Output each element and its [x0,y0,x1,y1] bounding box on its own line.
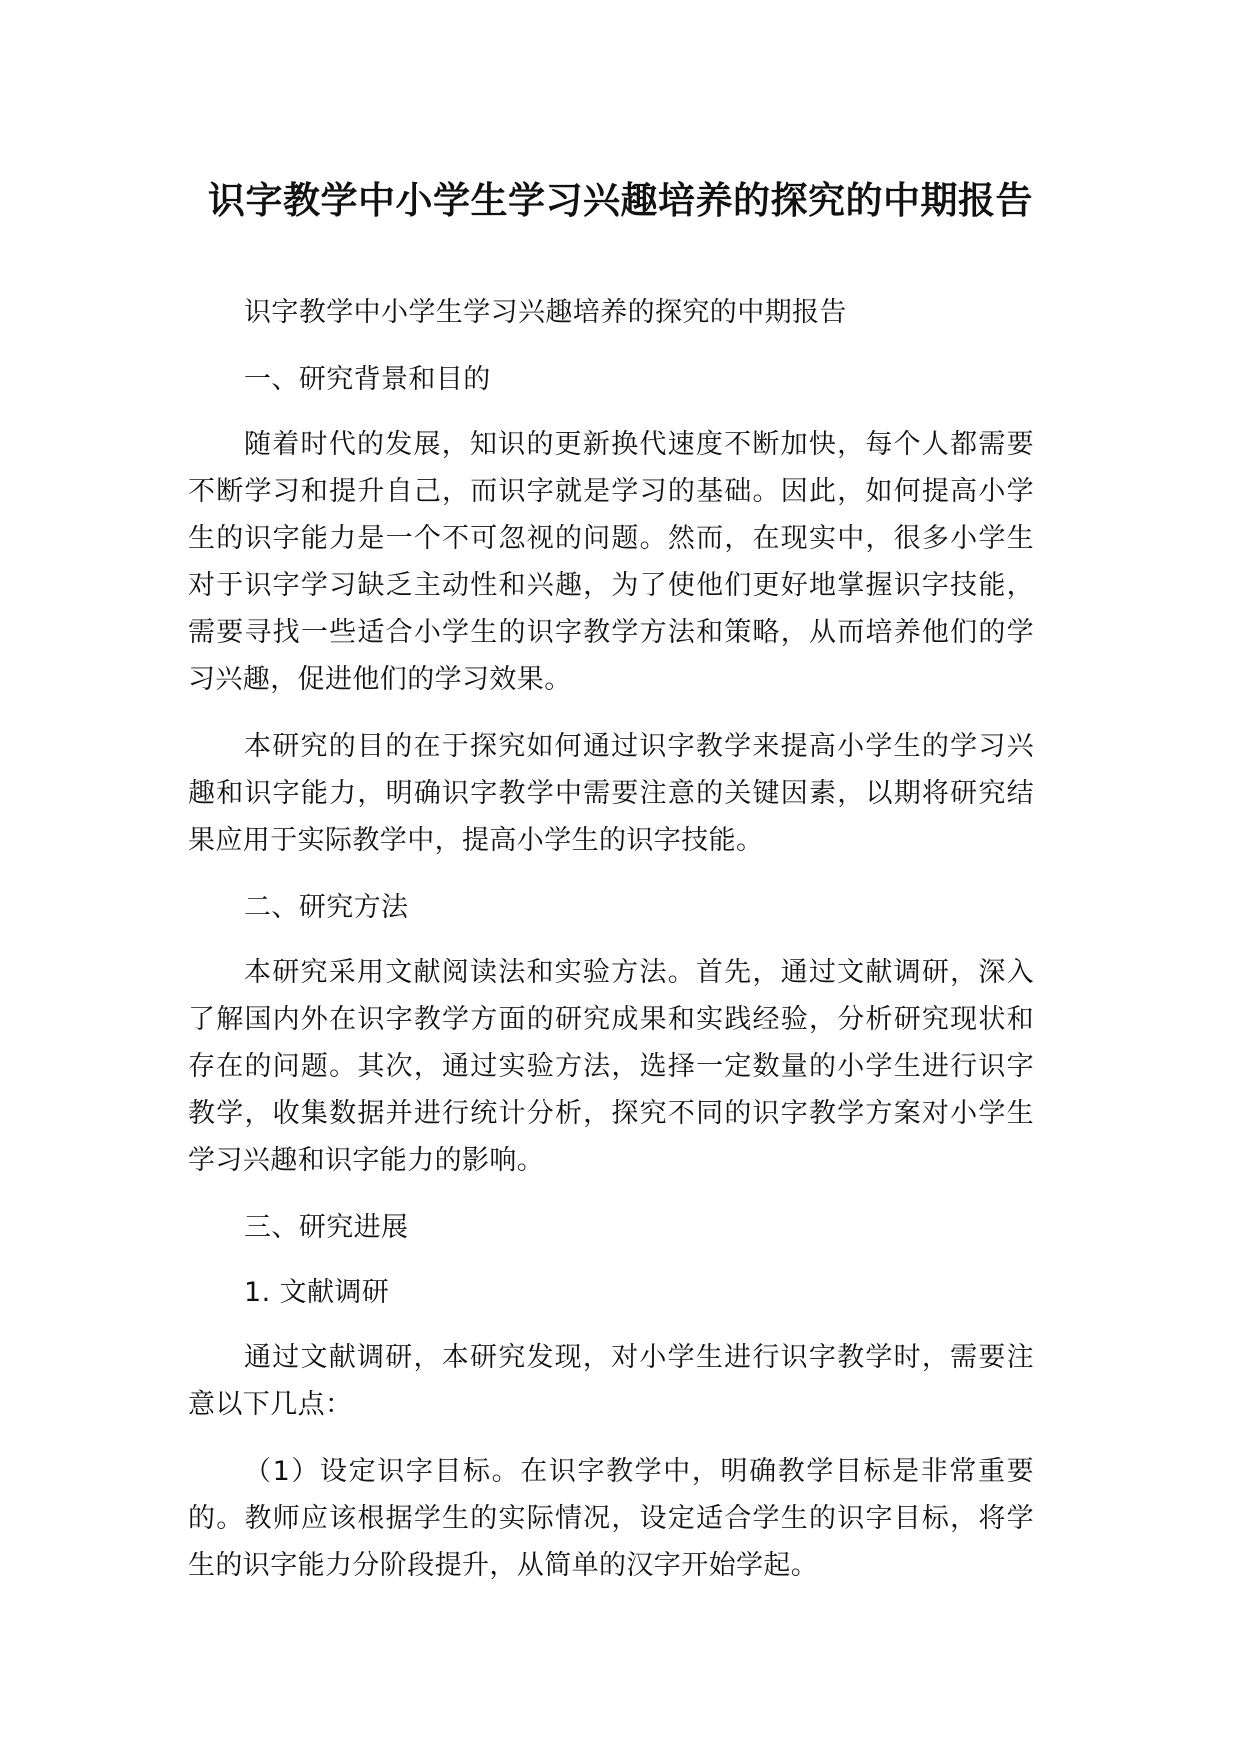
document-title: 识字教学中小学生学习兴趣培养的探究的中期报告 [208,179,1033,222]
section-heading-progress: 三、研究进展 [244,1212,409,1243]
section-heading-background: 一、研究背景和目的 [244,364,491,395]
subtitle-paragraph: 识字教学中小学生学习兴趣培养的探究的中期报告 [244,297,847,328]
paragraph-methods: 本研究采用文献阅读法和实验方法。首先，通过文献调研，深入了解国内外在识字教学方面的研究成果和实践经验，分析研究现状和存在的问题。其次，通过实验方法，选择一定数量的小学生进行识字教学，收集数据并进行统计分析，探究不同的识字教学方案对小学生学习兴趣和识字能力的影响。 [188,957,1034,1176]
document-body [188,289,1034,1609]
subsection-heading-literature: 1. 文献调研 [244,1277,390,1308]
paragraph-background: 随着时代的发展，知识的更新换代速度不断加快，每个人都需要不断学习和提升自己，而识字就是学习的基础。因此，如何提高小学生的识字能力是一个不可忽视的问题。然而，在现实中，很多小学生对于识字学习缺乏主动性和兴趣，为了使他们更好地掌握识字技能，需要寻找一些适合小学生的识字教学方法和策略，从而培养他们的学习兴趣，促进他们的学习效果。 [188,429,1034,695]
paragraph-literature-findings: 通过文献调研，本研究发现，对小学生进行识字教学时，需要注意以下几点： [188,1342,1034,1420]
paragraph-purpose: 本研究的目的在于探究如何通过识字教学来提高小学生的学习兴趣和识字能力，明确识字教学中需要注意的关键因素，以期将研究结果应用于实际教学中，提高小学生的识字技能。 [188,731,1034,856]
list-item-set-goals: （1）设定识字目标。在识字教学中，明确教学目标是非常重要的。教师应该根据学生的实际情况，设定适合学生的识字目标，将学生的识字能力分阶段提升，从简单的汉字开始学起。 [188,1456,1034,1581]
section-heading-methods: 二、研究方法 [244,892,409,923]
